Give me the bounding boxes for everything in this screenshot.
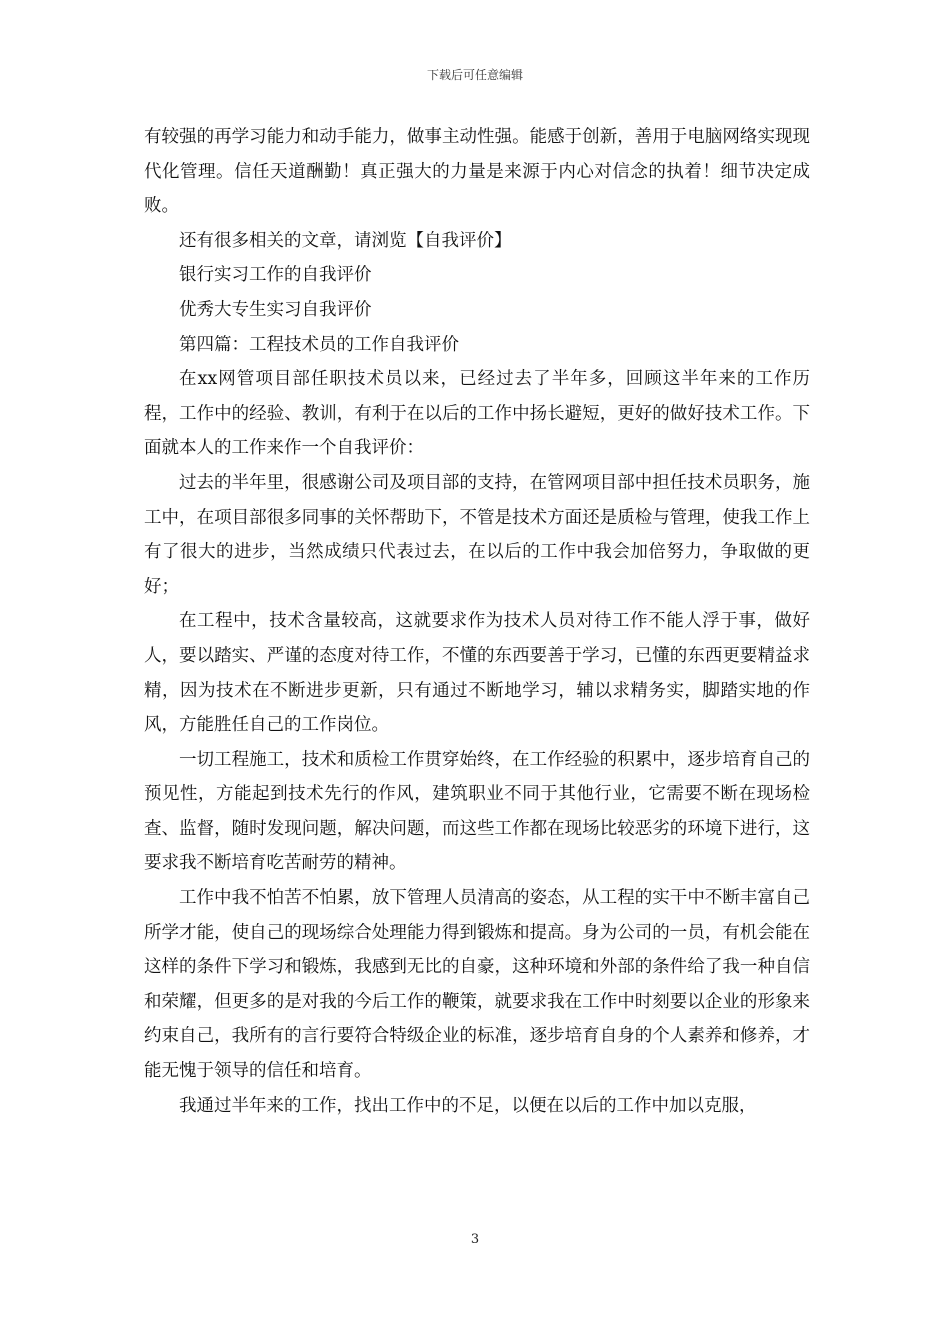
paragraph: 工作中我不怕苦不怕累，放下管理人员清高的姿态，从工程的实干中不断丰富自己所学才能，使自己的现场综合处理能力得到锻炼和提高。身为公司的一员，有机会能在这样的条件下学习和锻炼，我感到无比的自豪，这种环境和外部的条件给了我一种自信和荣耀，但更多的是对我的今后工作的鞭策，就要求我在工作中时刻要以企业的形象来约束自己，我所有的言行要符合特级企业的标准，逐步培育自身的个人素养和修养，才能无愧于领导的信任和培育。 xyxy=(144,888,810,1082)
paragraph: 有较强的再学习能力和动手能力，做事主动性强。能感于创新，善用于电脑网络实现现代化管理。信任天道酬勤！真正强大的力量是来源于内心对信念的执着！细节决定成败。 xyxy=(144,127,810,217)
paragraph: 在工程中，技术含量较高，这就要求作为技术人员对待工作不能人浮于事，做好人，要以踏实、严谨的态度对待工作，不懂的东西要善于学习，已懂的东西更要精益求精，因为技术在不断进步更新，只有通过不断地学习，辅以求精务实，脚踏实地的作风，方能胜任自己的工作岗位。 xyxy=(144,611,810,736)
paragraph: 一切工程施工，技术和质检工作贯穿始终，在工作经验的积累中，逐步培育自己的预见性，方能起到技术先行的作风，建筑职业不同于其他行业，它需要不断在现场检查、监督，随时发现问题，解决问题，而这些工作都在现场比较恶劣的环境下进行，这要求我不断培育吃苦耐劳的精神。 xyxy=(144,749,810,874)
paragraph: 我通过半年来的工作，找出工作中的不足，以便在以后的工作中加以克服， xyxy=(179,1095,757,1116)
paragraph: 过去的半年里，很感谢公司及项目部的支持，在管网项目部中担任技术员职务，施工中，在项目部很多同事的关怀帮助下，不管是技术方面还是质检与管理，使我工作上有了很大的进步，当然成绩只代表过去，在以后的工作中我会加倍努力，争取做的更好； xyxy=(144,472,810,597)
page-number: 3 xyxy=(470,1232,480,1247)
section-heading: 第四篇：工程技术员的工作自我评价 xyxy=(179,334,459,355)
page-header: 下载后可任意编辑 xyxy=(426,68,523,82)
paragraph: 优秀大专生实习自我评价 xyxy=(179,299,372,320)
document-body xyxy=(144,120,810,1123)
paragraph: 银行实习工作的自我评价 xyxy=(179,265,372,286)
paragraph: 还有很多相关的文章，请浏览【自我评价】 xyxy=(179,230,512,251)
paragraph: 在xx网管项目部任职技术员以来，已经过去了半年多，回顾这半年来的工作历程，工作中的经验、教训，有利于在以后的工作中扬长避短，更好的做好技术工作。下面就本人的工作来作一个自我评价： xyxy=(144,369,810,459)
